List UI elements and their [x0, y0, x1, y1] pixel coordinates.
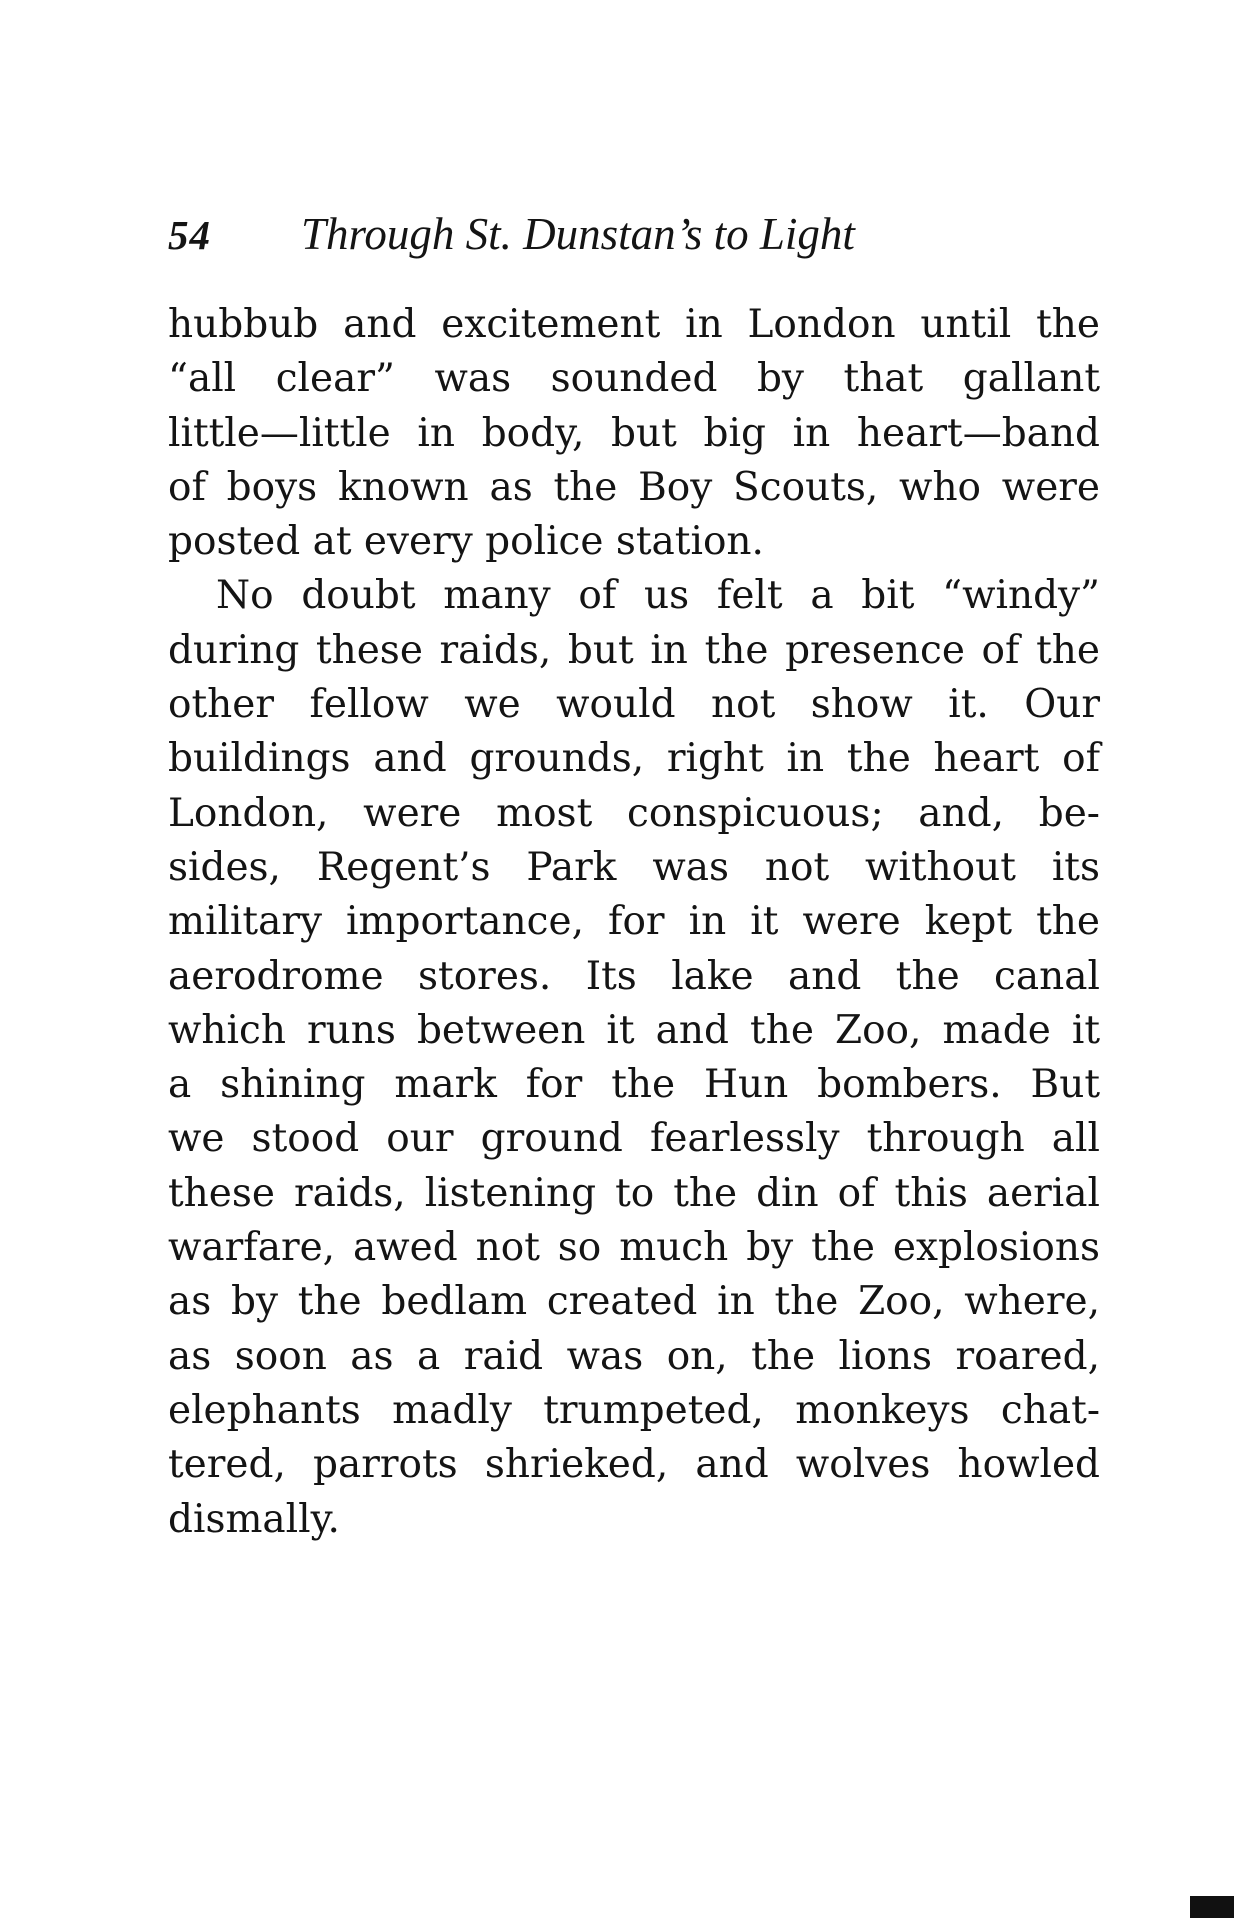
text-line: tered, parrots shrieked, and wolves howled: [168, 1442, 1100, 1488]
text-line: military importance, for in it were kept the: [168, 899, 1100, 945]
page-number: 54: [168, 212, 211, 258]
paragraph-1: [168, 298, 1100, 569]
text-line: posted at every police station.: [168, 519, 764, 565]
text-line: “all clear” was sounded by that gallant: [168, 356, 1100, 402]
paragraph-2: [168, 569, 1100, 1546]
text-line: these raids, listening to the din of this aerial: [168, 1170, 1100, 1216]
running-head: [168, 208, 948, 268]
text-line: a shining mark for the Hun bombers. But: [168, 1062, 1100, 1108]
text-line: during these raids, but in the presence of the: [168, 627, 1100, 673]
text-line: little—little in body, but big in heart—band: [168, 410, 1100, 456]
text-line: buildings and grounds, right in the heart of: [168, 736, 1100, 782]
scan-corner-mark: [1190, 1896, 1234, 1918]
text-line: hubbub and excitement in London until the: [168, 302, 1100, 347]
body-text: [168, 298, 1100, 1547]
text-line: as soon as a raid was on, the lions roared,: [168, 1333, 1100, 1379]
text-line: we stood our ground fearlessly through all: [168, 1116, 1100, 1162]
text-line: London, were most conspicuous; and, be-: [168, 790, 1100, 836]
text-line: warfare, awed not so much by the explosions: [168, 1225, 1100, 1271]
text-line: No doubt many of us felt a bit “windy”: [216, 573, 1100, 619]
text-line: aerodrome stores. Its lake and the canal: [168, 953, 1100, 999]
text-line: sides, Regent’s Park was not without its: [168, 844, 1100, 890]
text-line: elephants madly trumpeted, monkeys chat-: [168, 1387, 1100, 1433]
text-line: other fellow we would not show it. Our: [168, 682, 1100, 728]
running-title: Through St. Dunstan’s to Light: [301, 209, 855, 259]
text-line: of boys known as the Boy Scouts, who were: [168, 464, 1100, 510]
text-line: which runs between it and the Zoo, made it: [168, 1007, 1100, 1053]
text-line: as by the bedlam created in the Zoo, where,: [168, 1279, 1100, 1325]
text-line: dismally.: [168, 1496, 340, 1542]
